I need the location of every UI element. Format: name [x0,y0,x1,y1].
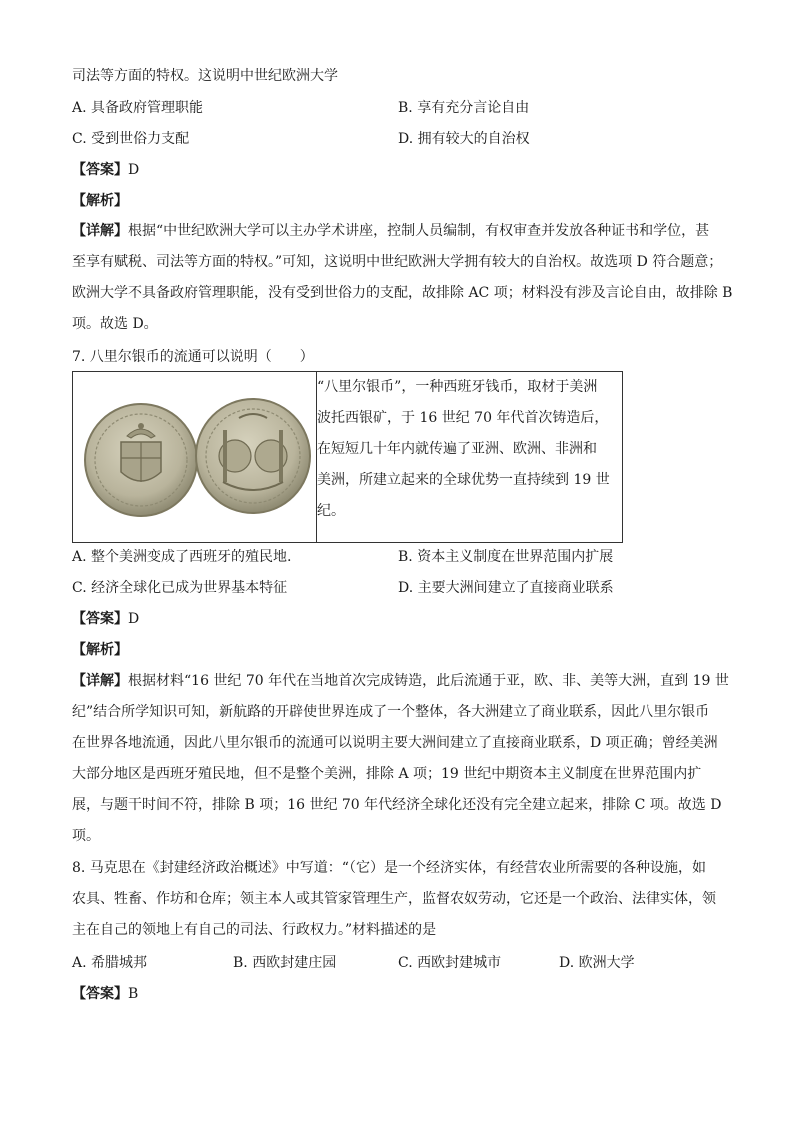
q7-option-a-label: A. [72,549,87,565]
q7-detail-line-3: 在世界各地流通，因此八里尔银币的流通可以说明主要大洲间建立了直接商业联系，D 项正确；曾经美洲 [72,735,718,751]
q6-option-c-label: C. [72,131,87,147]
q6-option-b-text: 享有充分言论自由 [417,100,530,116]
q8-answer-value: B [128,986,139,1002]
q7-detail-line-4: 大部分地区是西班牙殖民地，但不是整个美洲，排除 A 项；19 世纪中期资本主义制度在世界范围内扩 [72,766,702,782]
q7-material-text [317,372,623,543]
q7-material-table [72,371,623,543]
q8-option-c-text: 西欧封建城市 [417,955,502,971]
q7-stem: 7. 八里尔银币的流通可以说明（ ） [72,349,314,365]
q6-option-b-label: B. [398,100,413,116]
q8-option-d-label: D. [559,955,575,971]
q8-stem [72,853,724,946]
q6-detail-line-4: 项。故选 D。 [72,316,158,332]
q7-detail-tag: 【详解】 [72,673,128,689]
coin-photo [73,372,316,538]
q8-answer [72,984,138,1004]
q8-answer-tag: 【答案】 [72,986,128,1002]
q6-option-a-text: 具备政府管理职能 [91,100,204,116]
q7-answer-value: D [128,611,140,627]
q8-option-a[interactable] [72,953,147,973]
q8-option-b[interactable] [233,953,336,973]
q8-option-d[interactable] [559,953,635,973]
coin-front-icon [85,404,197,516]
q8-option-c-label: C. [398,955,413,971]
q7-option-b-label: B. [398,549,413,565]
q7-option-c[interactable] [72,578,287,598]
q7-option-a-text: 整个美洲变成了西班牙的殖民地. [91,549,292,565]
q8-option-a-label: A. [72,955,87,971]
q7-analysis-tag: 【解析】 [72,642,128,658]
q7-option-d-text: 主要大洲间建立了直接商业联系 [417,580,614,596]
q7-detail-line-6: 项。 [72,828,100,844]
q7-coin-image-cell [73,372,317,543]
q7-option-c-label: C. [72,580,87,596]
q6-option-c[interactable] [72,129,189,149]
q6-option-a[interactable] [72,98,203,118]
q6-option-b[interactable] [398,98,529,118]
q7-answer-tag: 【答案】 [72,611,128,627]
q6-option-a-label: A. [72,100,87,116]
q8-stem-line-2: 农具、牲畜、作坊和仓库；领主本人或其管家管理生产，监督农奴劳动，它还是一个政治、法律实体，领 [72,891,716,907]
q7-material-line-5: 纪。 [317,503,345,519]
q7-option-d[interactable] [398,578,614,598]
q7-detail-line-5: 展，与题干时间不符，排除 B 项；16 世纪 70 年代经济全球化还没有完全建立起来，排除 C 项。故选 D [72,797,722,813]
q6-detail-text-1: 根据“中世纪欧洲大学可以主办学术讲座，控制人员编制，有权审查并发放各种证书和学位，甚 [128,223,710,239]
q7-option-d-label: D. [398,580,414,596]
q6-option-c-text: 受到世俗力支配 [91,131,190,147]
q6-detail [72,216,733,340]
q7-material-line-4: 美洲，所建立起来的全球优势一直持续到 19 世 [317,472,610,488]
q6-detail-line-2: 至享有赋税、司法等方面的特权。”可知，这说明中世纪欧洲大学拥有较大的自治权。故选项 D 符合题意； [72,254,723,270]
q6-option-d-text: 拥有较大的自治权 [417,131,530,147]
q8-option-a-text: 希腊城邦 [91,955,148,971]
q7-material-line-2: 波托西银矿，于 16 世纪 70 年代首次铸造后， [317,410,609,426]
q7-material-line-3: 在短短几十年内就传遍了亚洲、欧洲、非洲和 [317,441,597,457]
q7-detail [72,666,729,852]
q6-answer-tag: 【答案】 [72,162,128,178]
q6-detail-line-1 [72,216,724,247]
q6-answer-value: D [128,162,140,178]
q8-option-c[interactable] [398,953,501,973]
q6-option-d-label: D. [398,131,414,147]
q7-option-b[interactable] [398,547,613,567]
q8-stem-line-1: 8. 马克思在《封建经济政治概述》中写道：“（它）是一个经济实体，有经营农业所需要的各种设施，如 [72,860,706,876]
q6-analysis-tag: 【解析】 [72,193,128,209]
coin-back-icon [196,399,310,513]
q6-stem-tail: 司法等方面的特权。这说明中世纪欧洲大学 [72,68,338,84]
q6-option-d[interactable] [398,129,530,149]
q7-detail-line-1 [72,666,729,697]
q8-option-b-label: B. [233,955,248,971]
q6-answer [72,160,139,180]
q7-answer [72,609,139,629]
q7-option-a[interactable] [72,547,291,567]
q7-detail-text-1: 根据材料“16 世纪 70 年代在当地首次完成铸造，此后流通于亚，欧、非、美等大洲，直到 19 世 [128,673,729,689]
q6-detail-line-3: 欧洲大学不具备政府管理职能，没有受到世俗力的支配，故排除 AC 项；材料没有涉及言论自由，故排除 B [72,285,733,301]
q7-option-b-text: 资本主义制度在世界范围内扩展 [417,549,614,565]
q7-material-line-1: “八里尔银币”，一种西班牙钱币，取材于美洲 [317,379,598,395]
q7-option-c-text: 经济全球化已成为世界基本特征 [91,580,288,596]
q8-stem-line-3: 主在自己的领地上有自己的司法、行政权力。”材料描述的是 [72,922,437,938]
q7-detail-line-2: 纪”结合所学知识可知，新航路的开辟使世界连成了一个整体，各大洲建立了商业联系，因此八里尔银币 [72,704,710,720]
q6-detail-tag: 【详解】 [72,223,128,239]
q8-option-b-text: 西欧封建庄园 [252,955,337,971]
q8-option-d-text: 欧洲大学 [578,955,635,971]
